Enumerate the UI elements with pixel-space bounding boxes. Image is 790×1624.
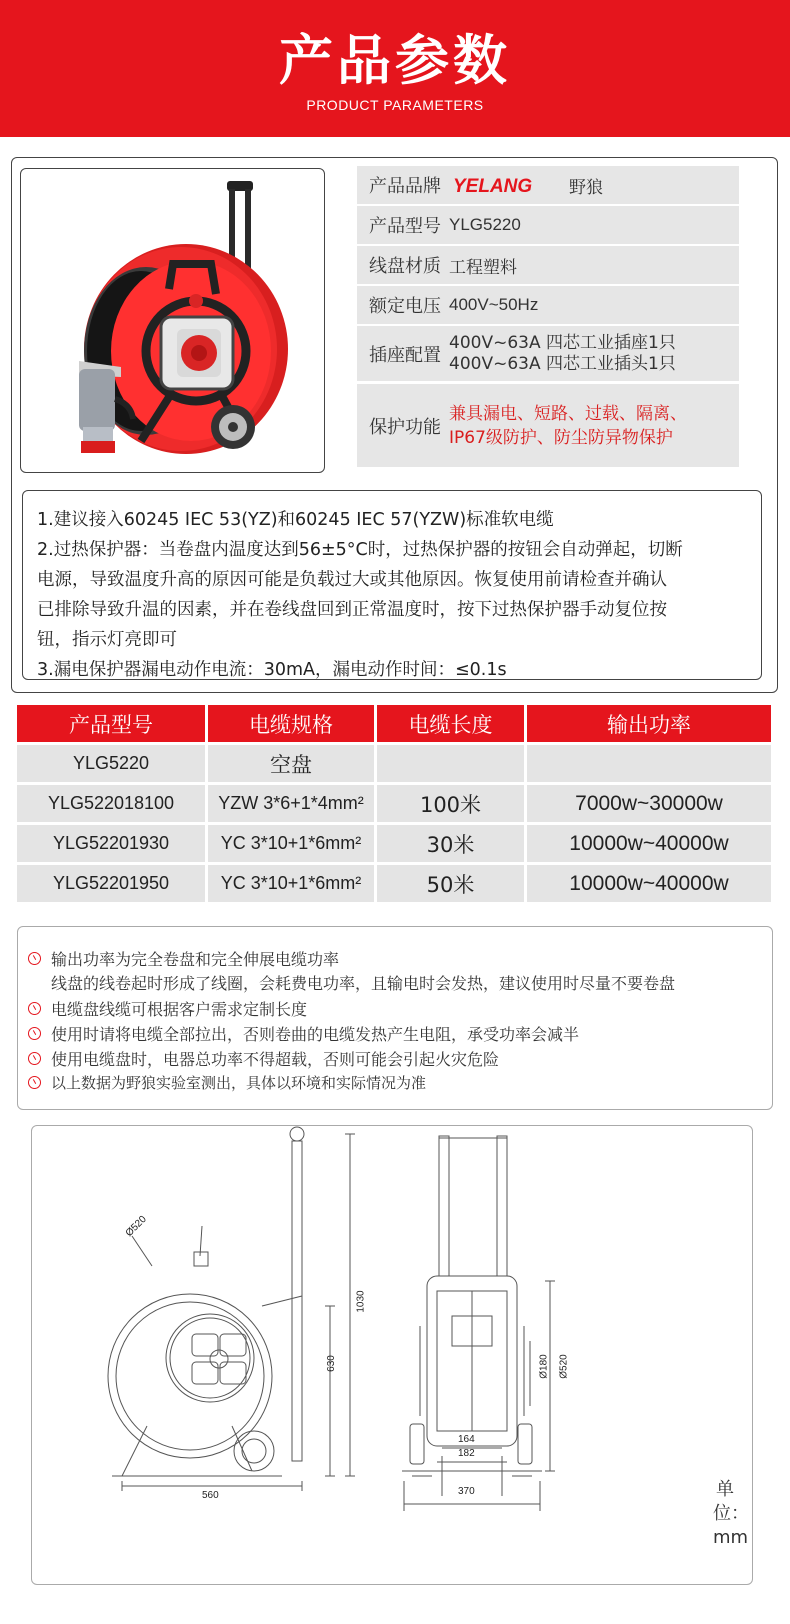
table-header-row (17, 705, 771, 742)
warning-icon (28, 1052, 41, 1065)
table-cell: 10000w~40000w (527, 865, 771, 902)
table-cell: YLG5220 (17, 745, 205, 782)
spec-value: 400V~63A 四芯工业插座1只 (449, 332, 676, 353)
technical-drawing (32, 1126, 754, 1586)
table-cell (527, 745, 771, 782)
spec-value: 400V~50Hz (449, 295, 539, 314)
warning-icon (28, 1002, 41, 1015)
yelang-logo (451, 174, 547, 196)
cable-reel-illustration (21, 169, 325, 473)
warning-icon (28, 1076, 41, 1089)
warning-item: 使用时请将电缆全部拉出，否则卷曲的电缆发热产生电阻，承受功率会减半 (28, 1022, 579, 1045)
spec-row-socket (357, 326, 739, 381)
table-header-cell: 电缆规格 (208, 705, 374, 742)
spec-row-voltage (357, 286, 739, 324)
warning-item: 以上数据为野狼实验室测出，具体以环境和实际情况为准 (28, 1072, 426, 1093)
dimension-diagram (31, 1125, 753, 1585)
table-cell: 7000w~30000w (527, 785, 771, 822)
warning-item: 输出功率为完全卷盘和完全伸展电缆功率 (28, 947, 339, 970)
dim-mid-width: 182 (458, 1448, 475, 1459)
side-view (108, 1127, 355, 1491)
spec-value: 野狼 (569, 177, 603, 198)
table-cell: 100米 (377, 785, 524, 822)
spec-value: 工程塑料 (449, 257, 517, 278)
warning-item: 使用电缆盘时，电器总功率不得超载，否则可能会引起火灾危险 (28, 1047, 499, 1070)
warning-icon (28, 1027, 41, 1040)
table-cell: YLG52201950 (17, 865, 205, 902)
warning-item: 电缆盘线缆可根据客户需求定制长度 (28, 997, 307, 1020)
spec-key: 插座配置 (369, 344, 441, 366)
spec-key: 产品品牌 (369, 176, 441, 197)
dim-outer-width: 370 (458, 1486, 475, 1497)
table-cell: YZW 3*6+1*4mm² (208, 785, 374, 822)
dim-hub-diameter: Ø180 (538, 1354, 550, 1379)
usage-notes (22, 490, 762, 680)
dim-height-total: 1030 (355, 1290, 367, 1313)
dim-reel-diameter: Ø520 (123, 1213, 149, 1240)
note-line: 钮，指示灯亮即可 (37, 630, 177, 650)
dim-inner-width: 164 (458, 1434, 475, 1445)
table-cell: YLG52201930 (17, 825, 205, 862)
warning-notes (17, 926, 773, 1110)
table-cell: 10000w~40000w (527, 825, 771, 862)
spec-key: 额定电压 (369, 296, 441, 317)
table-cell: 50米 (377, 865, 524, 902)
dim-height-axle: 630 (325, 1355, 337, 1372)
note-line: 1.建议接入60245 IEC 53(YZ)和60245 IEC 57(YZW)标准软电缆 (37, 510, 554, 530)
spec-value: YLG5220 (449, 215, 521, 234)
logo-text: YELANG (453, 176, 533, 196)
note-line: 已排除导致升温的因素，并在卷线盘回到正常温度时，按下过热保护器手动复位按 (37, 600, 667, 620)
note-line: 电源，导致温度升高的原因可能是负载过大或其他原因。恢复使用前请检查并确认 (37, 570, 667, 590)
note-line: 3.漏电保护器漏电动作电流：30mA，漏电动作时间：≤0.1s (37, 660, 507, 680)
spec-row-brand (357, 166, 739, 204)
unit-label: 单位：mm (713, 1479, 749, 1548)
table-header-cell: 产品型号 (17, 705, 205, 742)
note-line: 2.过热保护器：当卷盘内温度达到56±5°C时，过热保护器的按钮会自动弹起，切断 (37, 540, 683, 560)
page-subtitle: PRODUCT PARAMETERS (306, 97, 484, 113)
table-cell: YC 3*10+1*6mm² (208, 865, 374, 902)
table-cell: YC 3*10+1*6mm² (208, 825, 374, 862)
spec-row-protection (357, 384, 739, 467)
table-header-cell: 电缆长度 (377, 705, 524, 742)
product-photo (20, 168, 325, 473)
spec-value-2: 400V~63A 四芯工业插头1只 (449, 353, 676, 374)
dim-width-side: 560 (202, 1490, 219, 1501)
front-view (402, 1136, 555, 1511)
spec-row-material (357, 246, 739, 284)
warning-item: 线盘的线卷起时形成了线圈，会耗费电功率，且输电时会发热，建议使用时尽量不要卷盘 (51, 974, 676, 993)
table-cell: YLG522018100 (17, 785, 205, 822)
warning-icon (28, 952, 41, 965)
table-cell: 30米 (377, 825, 524, 862)
table-cell: 空盘 (208, 745, 374, 782)
spec-key: 产品型号 (369, 216, 441, 237)
table-header-cell: 输出功率 (527, 705, 771, 742)
table-cell (377, 745, 524, 782)
spec-key: 保护功能 (369, 416, 441, 438)
spec-key: 线盘材质 (369, 256, 441, 277)
header-banner (0, 0, 790, 137)
spec-value-2: IP67级防护、防尘防异物保护 (449, 427, 673, 448)
page-title: 产品参数 (279, 29, 511, 92)
spec-row-model (357, 206, 739, 244)
spec-value: 兼具漏电、短路、过载、隔离、 (449, 403, 687, 424)
dim-reel-diameter-front: Ø520 (558, 1354, 570, 1379)
